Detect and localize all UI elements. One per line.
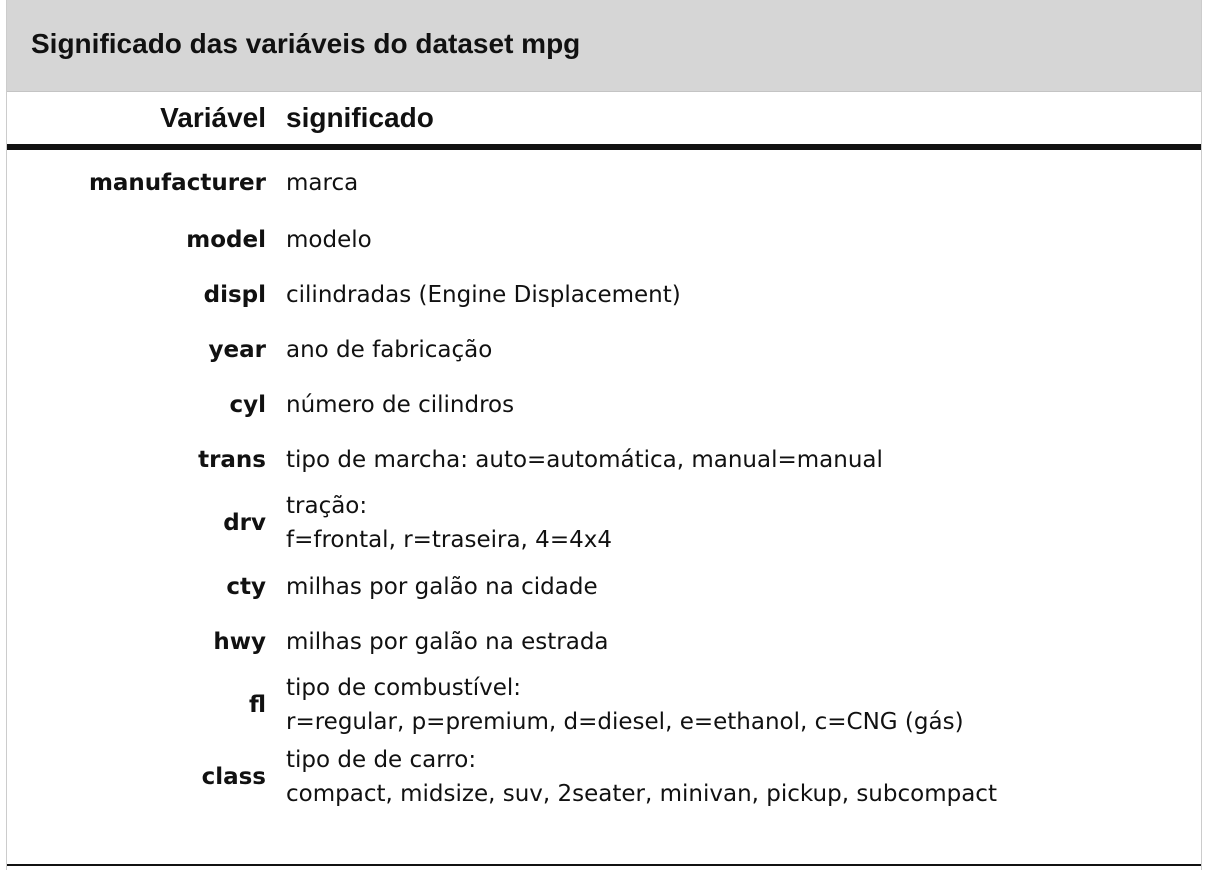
row-variable: model xyxy=(186,226,266,253)
row-variable: class xyxy=(201,764,266,790)
row-meaning-line: marca xyxy=(286,170,359,196)
row-meaning-line: cilindradas (Engine Displacement) xyxy=(286,281,681,308)
table-title-bar xyxy=(7,0,1201,92)
row-meaning xyxy=(266,570,598,604)
row-meaning-line: compact, midsize, suv, 2seater, minivan, pickup, subcompact xyxy=(286,781,997,807)
row-meaning-line: modelo xyxy=(286,226,372,253)
row-variable: displ xyxy=(203,281,266,308)
row-variable: cty xyxy=(226,573,266,600)
table-header-row xyxy=(7,92,1201,150)
row-variable: trans xyxy=(198,446,266,473)
table-row xyxy=(7,150,1201,212)
table-row xyxy=(7,614,1201,669)
table-row xyxy=(7,322,1201,377)
table-row xyxy=(7,487,1201,559)
row-meaning xyxy=(266,443,883,477)
row-meaning xyxy=(266,671,964,739)
table-row xyxy=(7,432,1201,487)
row-variable: drv xyxy=(223,510,266,536)
row-meaning-line: tipo de de carro: xyxy=(286,747,477,773)
row-meaning-line: r=regular, p=premium, d=diesel, e=ethanol, c=CNG (gás) xyxy=(286,709,964,735)
header-variable: Variável xyxy=(160,102,266,133)
header-meaning: significado xyxy=(286,102,434,133)
row-meaning-line: f=frontal, r=traseira, 4=4x4 xyxy=(286,527,612,553)
row-meaning-line: tipo de marcha: auto=automática, manual=manual xyxy=(286,446,883,473)
row-variable: hwy xyxy=(213,628,266,655)
row-meaning xyxy=(266,166,358,200)
row-variable: fl xyxy=(248,692,266,718)
row-meaning xyxy=(266,388,514,422)
row-meaning-line: tipo de combustível: xyxy=(286,675,522,701)
table-row xyxy=(7,559,1201,614)
row-meaning-line: número de cilindros xyxy=(286,391,515,418)
row-meaning-line: milhas por galão na estrada xyxy=(286,628,609,655)
table-title: Significado das variáveis do dataset mpg xyxy=(31,27,581,59)
variables-table xyxy=(6,0,1202,870)
row-meaning xyxy=(266,489,612,557)
row-meaning xyxy=(266,333,492,367)
row-meaning xyxy=(266,743,997,811)
row-meaning xyxy=(266,625,609,659)
row-variable: year xyxy=(208,336,266,363)
row-meaning-line: ano de fabricação xyxy=(286,336,493,363)
table-row xyxy=(7,212,1201,267)
row-variable: cyl xyxy=(229,391,266,418)
table-row xyxy=(7,669,1201,741)
table-row xyxy=(7,741,1201,813)
row-meaning xyxy=(266,223,372,257)
table-body xyxy=(7,150,1201,813)
row-meaning-line: milhas por galão na cidade xyxy=(286,573,598,600)
row-meaning-line: tração: xyxy=(286,493,368,519)
table-bottom-rule xyxy=(7,864,1201,866)
table-row xyxy=(7,267,1201,322)
row-meaning xyxy=(266,278,681,312)
table-row xyxy=(7,377,1201,432)
row-variable: manufacturer xyxy=(88,170,266,196)
